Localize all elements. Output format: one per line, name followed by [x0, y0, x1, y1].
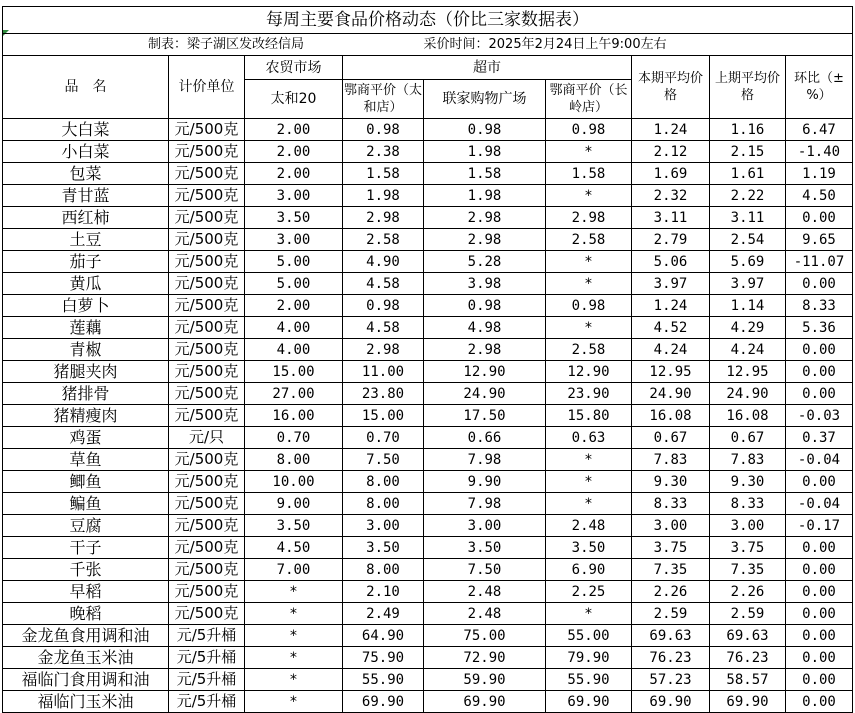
cell-lianjia: 0.98 [424, 295, 546, 317]
cell-current-avg: 2.12 [632, 141, 710, 163]
cell-lianjia: 1.98 [424, 141, 546, 163]
cell-name: 土豆 [3, 229, 169, 251]
cell-lianjia: 24.90 [424, 383, 546, 405]
cell-ezhou-changling: 1.58 [546, 163, 632, 185]
header-previous-avg: 上期平均价格 [710, 56, 786, 119]
header-change: 环比（±%） [786, 56, 853, 119]
cell-ezhou-changling: 15.80 [546, 405, 632, 427]
cell-previous-avg: 1.14 [710, 295, 786, 317]
cell-change: 0.37 [786, 427, 853, 449]
cell-ezhou-changling: * [546, 141, 632, 163]
cell-unit: 元/500克 [169, 251, 245, 273]
cell-ezhou-changling: * [546, 273, 632, 295]
table-row [3, 625, 853, 647]
cell-ezhou-taihe: 2.98 [343, 207, 424, 229]
cell-lianjia: 3.00 [424, 515, 546, 537]
cell-current-avg: 24.90 [632, 383, 710, 405]
cell-lianjia: 59.90 [424, 669, 546, 691]
cell-name: 金龙鱼玉米油 [3, 647, 169, 669]
header-product: 品 名 [3, 56, 169, 119]
cell-unit: 元/500克 [169, 493, 245, 515]
cell-current-avg: 2.26 [632, 581, 710, 603]
cell-lianjia: 9.90 [424, 471, 546, 493]
cell-ezhou-taihe: 2.58 [343, 229, 424, 251]
cell-change: -0.03 [786, 405, 853, 427]
cell-ezhou-taihe: 0.98 [343, 119, 424, 141]
table-row [3, 559, 853, 581]
cell-name: 莲藕 [3, 317, 169, 339]
cell-market-taihe: * [245, 603, 343, 625]
cell-ezhou-changling: * [546, 317, 632, 339]
cell-unit: 元/500克 [169, 383, 245, 405]
table-row [3, 185, 853, 207]
cell-previous-avg: 5.69 [710, 251, 786, 273]
cell-lianjia: 4.98 [424, 317, 546, 339]
cell-ezhou-changling: 2.25 [546, 581, 632, 603]
cell-market-taihe: * [245, 581, 343, 603]
cell-market-taihe: 4.00 [245, 317, 343, 339]
cell-current-avg: 69.63 [632, 625, 710, 647]
cell-change: 8.33 [786, 295, 853, 317]
cell-unit: 元/500克 [169, 229, 245, 251]
header-market-group: 农贸市场 [245, 56, 343, 80]
table-row [3, 405, 853, 427]
cell-name: 青甘蓝 [3, 185, 169, 207]
header-lianjia: 联家购物广场 [424, 80, 546, 119]
table-title: 每周主要食品价格动态（价比三家数据表） [3, 7, 853, 34]
cell-ezhou-taihe: 4.58 [343, 273, 424, 295]
cell-ezhou-taihe: 0.70 [343, 427, 424, 449]
cell-name: 黄瓜 [3, 273, 169, 295]
cell-ezhou-changling: 79.90 [546, 647, 632, 669]
table-row [3, 691, 853, 713]
cell-unit: 元/500克 [169, 119, 245, 141]
cell-market-taihe: 10.00 [245, 471, 343, 493]
cell-ezhou-changling: 69.90 [546, 691, 632, 713]
cell-market-taihe: 2.00 [245, 141, 343, 163]
cell-change: 5.36 [786, 317, 853, 339]
cell-market-taihe: 15.00 [245, 361, 343, 383]
cell-ezhou-taihe: 3.50 [343, 537, 424, 559]
cell-unit: 元/500克 [169, 163, 245, 185]
table-row [3, 449, 853, 471]
cell-ezhou-changling: 2.98 [546, 207, 632, 229]
cell-previous-avg: 2.54 [710, 229, 786, 251]
cell-name: 金龙鱼食用调和油 [3, 625, 169, 647]
cell-market-taihe: 27.00 [245, 383, 343, 405]
table-row [3, 229, 853, 251]
cell-current-avg: 3.11 [632, 207, 710, 229]
cell-lianjia: 2.48 [424, 581, 546, 603]
cell-unit: 元/5升桶 [169, 625, 245, 647]
cell-market-taihe: 2.00 [245, 163, 343, 185]
cell-ezhou-changling: 3.50 [546, 537, 632, 559]
maker-label: 制表：梁子湖区发改经信局 [3, 34, 424, 56]
cell-market-taihe: * [245, 691, 343, 713]
cell-ezhou-taihe: 2.10 [343, 581, 424, 603]
cell-lianjia: 5.28 [424, 251, 546, 273]
cell-ezhou-taihe: 2.98 [343, 339, 424, 361]
cell-ezhou-changling: 55.00 [546, 625, 632, 647]
cell-market-taihe: 8.00 [245, 449, 343, 471]
table-row [3, 119, 853, 141]
cell-ezhou-changling: * [546, 603, 632, 625]
cell-lianjia: 3.50 [424, 537, 546, 559]
cell-change: -0.04 [786, 449, 853, 471]
cell-ezhou-taihe: 64.90 [343, 625, 424, 647]
cell-market-taihe: 16.00 [245, 405, 343, 427]
cell-ezhou-taihe: 2.38 [343, 141, 424, 163]
cell-unit: 元/500克 [169, 361, 245, 383]
cell-change: 0.00 [786, 647, 853, 669]
cell-previous-avg: 7.35 [710, 559, 786, 581]
header-market-taihe: 太和20 [245, 80, 343, 119]
table-row [3, 317, 853, 339]
cell-change: -0.17 [786, 515, 853, 537]
table-row [3, 163, 853, 185]
cell-name: 草鱼 [3, 449, 169, 471]
cell-unit: 元/500克 [169, 603, 245, 625]
cell-name: 早稻 [3, 581, 169, 603]
header-current-avg: 本期平均价格 [632, 56, 710, 119]
cell-previous-avg: 3.75 [710, 537, 786, 559]
cell-name: 鳊鱼 [3, 493, 169, 515]
cell-lianjia: 1.58 [424, 163, 546, 185]
table-row [3, 273, 853, 295]
cell-change: 0.00 [786, 207, 853, 229]
cell-market-taihe: 2.00 [245, 119, 343, 141]
cell-current-avg: 2.79 [632, 229, 710, 251]
cell-change: 0.00 [786, 361, 853, 383]
cell-unit: 元/500克 [169, 273, 245, 295]
cell-previous-avg: 58.57 [710, 669, 786, 691]
header-ezhou-taihe: 鄂商平价（太和店） [343, 80, 424, 119]
cell-ezhou-changling: * [546, 493, 632, 515]
cell-ezhou-taihe: 8.00 [343, 493, 424, 515]
cell-previous-avg: 9.30 [710, 471, 786, 493]
cell-previous-avg: 2.22 [710, 185, 786, 207]
table-row [3, 647, 853, 669]
cell-previous-avg: 4.29 [710, 317, 786, 339]
cell-previous-avg: 16.08 [710, 405, 786, 427]
cell-ezhou-taihe: 69.90 [343, 691, 424, 713]
cell-ezhou-taihe: 8.00 [343, 559, 424, 581]
cell-ezhou-changling: * [546, 251, 632, 273]
cell-ezhou-taihe: 15.00 [343, 405, 424, 427]
cell-name: 大白菜 [3, 119, 169, 141]
cell-name: 西红柿 [3, 207, 169, 229]
cell-lianjia: 0.66 [424, 427, 546, 449]
cell-name: 鸡蛋 [3, 427, 169, 449]
cell-change: 1.19 [786, 163, 853, 185]
cell-market-taihe: 3.50 [245, 207, 343, 229]
cell-market-taihe: 5.00 [245, 273, 343, 295]
cell-previous-avg: 3.11 [710, 207, 786, 229]
cell-ezhou-taihe: 4.58 [343, 317, 424, 339]
cell-ezhou-changling: 2.58 [546, 339, 632, 361]
cell-name: 包菜 [3, 163, 169, 185]
cell-previous-avg: 1.16 [710, 119, 786, 141]
cell-ezhou-taihe: 55.90 [343, 669, 424, 691]
cell-lianjia: 7.50 [424, 559, 546, 581]
table-row [3, 603, 853, 625]
cell-ezhou-taihe: 3.00 [343, 515, 424, 537]
cell-unit: 元/500克 [169, 471, 245, 493]
cell-market-taihe: * [245, 669, 343, 691]
header-supermarket-group: 超市 [343, 56, 632, 80]
cell-current-avg: 4.52 [632, 317, 710, 339]
cell-ezhou-taihe: 8.00 [343, 471, 424, 493]
cell-current-avg: 3.75 [632, 537, 710, 559]
cell-name: 鲫鱼 [3, 471, 169, 493]
cell-current-avg: 0.67 [632, 427, 710, 449]
cell-ezhou-taihe: 2.49 [343, 603, 424, 625]
header-unit: 计价单位 [169, 56, 245, 119]
cell-change: 0.00 [786, 383, 853, 405]
cell-current-avg: 9.30 [632, 471, 710, 493]
cell-current-avg: 2.32 [632, 185, 710, 207]
cell-ezhou-taihe: 0.98 [343, 295, 424, 317]
cell-lianjia: 7.98 [424, 493, 546, 515]
cell-name: 晚稻 [3, 603, 169, 625]
cell-previous-avg: 0.67 [710, 427, 786, 449]
cell-ezhou-taihe: 7.50 [343, 449, 424, 471]
cell-previous-avg: 69.90 [710, 691, 786, 713]
cell-change: 0.00 [786, 471, 853, 493]
cell-lianjia: 2.48 [424, 603, 546, 625]
collect-time-label: 采价时间：2025年2月24日上午9:00左右 [424, 34, 853, 56]
table-row [3, 493, 853, 515]
cell-change: -0.04 [786, 493, 853, 515]
cell-lianjia: 1.98 [424, 185, 546, 207]
table-row [3, 515, 853, 537]
cell-ezhou-changling: 2.58 [546, 229, 632, 251]
cell-previous-avg: 2.15 [710, 141, 786, 163]
cell-current-avg: 57.23 [632, 669, 710, 691]
cell-name: 千张 [3, 559, 169, 581]
cell-change: 9.65 [786, 229, 853, 251]
cell-market-taihe: 7.00 [245, 559, 343, 581]
cell-ezhou-changling: 0.98 [546, 119, 632, 141]
cell-change: -11.07 [786, 251, 853, 273]
cell-change: 0.00 [786, 603, 853, 625]
cell-change: 6.47 [786, 119, 853, 141]
cell-market-taihe: 4.50 [245, 537, 343, 559]
cell-current-avg: 2.59 [632, 603, 710, 625]
cell-previous-avg: 8.33 [710, 493, 786, 515]
cell-current-avg: 16.08 [632, 405, 710, 427]
cell-market-taihe: 4.00 [245, 339, 343, 361]
cell-market-taihe: 3.00 [245, 185, 343, 207]
cell-change: 0.00 [786, 273, 853, 295]
cell-ezhou-changling: 0.63 [546, 427, 632, 449]
cell-change: 0.00 [786, 537, 853, 559]
cell-ezhou-changling: 55.90 [546, 669, 632, 691]
cell-ezhou-changling: 0.98 [546, 295, 632, 317]
cell-name: 小白菜 [3, 141, 169, 163]
header-ezhou-changling: 鄂商平价（长岭店） [546, 80, 632, 119]
cell-lianjia: 2.98 [424, 339, 546, 361]
cell-lianjia: 7.98 [424, 449, 546, 471]
cell-name: 猪精瘦肉 [3, 405, 169, 427]
cell-change: -1.40 [786, 141, 853, 163]
price-table [2, 6, 853, 713]
cell-previous-avg: 1.61 [710, 163, 786, 185]
cell-current-avg: 1.24 [632, 295, 710, 317]
cell-market-taihe: 3.50 [245, 515, 343, 537]
cell-previous-avg: 7.83 [710, 449, 786, 471]
table-row [3, 339, 853, 361]
table-row [3, 361, 853, 383]
cell-unit: 元/500克 [169, 581, 245, 603]
cell-previous-avg: 2.59 [710, 603, 786, 625]
cell-change: 0.00 [786, 559, 853, 581]
cell-unit: 元/500克 [169, 405, 245, 427]
cell-name: 茄子 [3, 251, 169, 273]
cell-market-taihe: 2.00 [245, 295, 343, 317]
table-row [3, 295, 853, 317]
table-row [3, 251, 853, 273]
cell-unit: 元/500克 [169, 185, 245, 207]
table-row [3, 537, 853, 559]
cell-unit: 元/500克 [169, 141, 245, 163]
cell-previous-avg: 3.97 [710, 273, 786, 295]
table-row [3, 427, 853, 449]
cell-lianjia: 72.90 [424, 647, 546, 669]
cell-lianjia: 2.98 [424, 207, 546, 229]
cell-ezhou-changling: * [546, 449, 632, 471]
table-row [3, 581, 853, 603]
cell-ezhou-taihe: 1.58 [343, 163, 424, 185]
cell-name: 福临门食用调和油 [3, 669, 169, 691]
cell-market-taihe: 5.00 [245, 251, 343, 273]
cell-market-taihe: 9.00 [245, 493, 343, 515]
cell-previous-avg: 76.23 [710, 647, 786, 669]
cell-current-avg: 3.00 [632, 515, 710, 537]
cell-ezhou-taihe: 1.98 [343, 185, 424, 207]
cell-current-avg: 69.90 [632, 691, 710, 713]
cell-market-taihe: 0.70 [245, 427, 343, 449]
cell-change: 0.00 [786, 691, 853, 713]
cell-unit: 元/5升桶 [169, 691, 245, 713]
cell-previous-avg: 69.63 [710, 625, 786, 647]
cell-name: 猪排骨 [3, 383, 169, 405]
cell-lianjia: 2.98 [424, 229, 546, 251]
cell-name: 福临门玉米油 [3, 691, 169, 713]
cell-previous-avg: 3.00 [710, 515, 786, 537]
table-row [3, 669, 853, 691]
cell-unit: 元/500克 [169, 515, 245, 537]
cell-name: 豆腐 [3, 515, 169, 537]
cell-ezhou-changling: * [546, 185, 632, 207]
cell-change: 0.00 [786, 581, 853, 603]
cell-change: 0.00 [786, 339, 853, 361]
cell-current-avg: 1.24 [632, 119, 710, 141]
cell-current-avg: 1.69 [632, 163, 710, 185]
cell-name: 干子 [3, 537, 169, 559]
table-row [3, 383, 853, 405]
cell-unit: 元/500克 [169, 295, 245, 317]
cell-unit: 元/500克 [169, 207, 245, 229]
cell-lianjia: 12.90 [424, 361, 546, 383]
cell-lianjia: 17.50 [424, 405, 546, 427]
cell-previous-avg: 12.95 [710, 361, 786, 383]
cell-unit: 元/500克 [169, 339, 245, 361]
cell-ezhou-taihe: 23.80 [343, 383, 424, 405]
cell-lianjia: 3.98 [424, 273, 546, 295]
cell-name: 白萝卜 [3, 295, 169, 317]
cell-change: 0.00 [786, 625, 853, 647]
cell-previous-avg: 4.24 [710, 339, 786, 361]
cell-change: 0.00 [786, 669, 853, 691]
cell-ezhou-changling: 12.90 [546, 361, 632, 383]
table-row [3, 471, 853, 493]
cell-current-avg: 5.06 [632, 251, 710, 273]
cell-name: 猪腿夹肉 [3, 361, 169, 383]
cell-ezhou-changling: 23.90 [546, 383, 632, 405]
cell-ezhou-changling: 2.48 [546, 515, 632, 537]
cell-ezhou-changling: 6.90 [546, 559, 632, 581]
cell-unit: 元/500克 [169, 449, 245, 471]
cell-current-avg: 7.35 [632, 559, 710, 581]
cell-change: 4.50 [786, 185, 853, 207]
table-row [3, 207, 853, 229]
cell-unit: 元/5升桶 [169, 669, 245, 691]
cell-market-taihe: 3.00 [245, 229, 343, 251]
cell-ezhou-taihe: 4.90 [343, 251, 424, 273]
cell-lianjia: 75.00 [424, 625, 546, 647]
cell-ezhou-changling: * [546, 471, 632, 493]
cell-market-taihe: * [245, 625, 343, 647]
cell-current-avg: 7.83 [632, 449, 710, 471]
table-row [3, 141, 853, 163]
cell-unit: 元/5升桶 [169, 647, 245, 669]
cell-current-avg: 8.33 [632, 493, 710, 515]
cell-lianjia: 0.98 [424, 119, 546, 141]
cell-current-avg: 76.23 [632, 647, 710, 669]
cell-unit: 元/500克 [169, 559, 245, 581]
cell-current-avg: 12.95 [632, 361, 710, 383]
cell-current-avg: 3.97 [632, 273, 710, 295]
cell-ezhou-taihe: 11.00 [343, 361, 424, 383]
cell-lianjia: 69.90 [424, 691, 546, 713]
cell-unit: 元/500克 [169, 317, 245, 339]
cell-market-taihe: * [245, 647, 343, 669]
cell-ezhou-taihe: 75.90 [343, 647, 424, 669]
cell-name: 青椒 [3, 339, 169, 361]
cell-unit: 元/500克 [169, 537, 245, 559]
cell-unit: 元/只 [169, 427, 245, 449]
cell-current-avg: 4.24 [632, 339, 710, 361]
cell-previous-avg: 2.26 [710, 581, 786, 603]
cell-previous-avg: 24.90 [710, 383, 786, 405]
